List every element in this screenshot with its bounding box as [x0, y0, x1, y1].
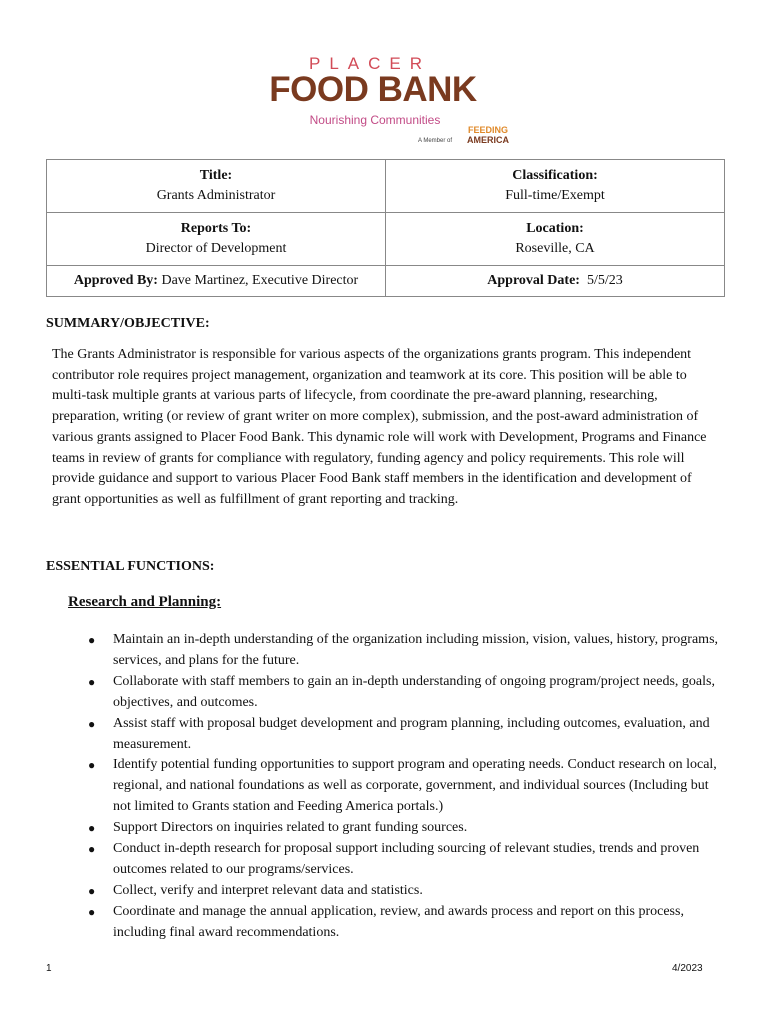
bullet-icon: ● — [88, 674, 96, 689]
list-item-text: Coordinate and manage the annual application, review, and awards process and report on this process, including final award recommendations. — [113, 903, 684, 940]
logo-member-of: A Member of — [418, 138, 453, 144]
list-item-text: Collaborate with staff members to gain an in-depth understanding of ongoing program/project needs, goals, objectives, and outcomes. — [113, 673, 715, 710]
bullet-icon: ● — [88, 716, 96, 731]
america-text: AMERICA — [467, 135, 509, 145]
title-value: Grants Administrator — [156, 188, 276, 203]
job-info-table — [46, 159, 725, 297]
bullet-icon: ● — [88, 904, 96, 919]
approval-date-value: 5/5/23 — [579, 273, 623, 288]
feeding-text: FEEDING — [467, 125, 508, 135]
logo-placer-text: PLACER — [308, 54, 432, 73]
summary-paragraph: The Grants Administrator is responsible for various aspects of the organizations grants program. This independent contributor role requires project management, organization and teamwork at its core. This position will be able to multi-task multiple grants at various parts of lifecycle, from coordinate the pre-award planning, researching, preparation, writing (or review of grant writer on more complex), submission, and the post-award administration of various grants assigned to Placer Food Bank. This dynamic role will work with Development, Programs and Finance teams in review of grants for compliance with regulatory, funding agency and policy requirements. This role will provide guidance and support to various Placer Food Bank staff members in the identification and development of grant opportunities as well as fulfillment of grant reporting and tracking. — [52, 347, 707, 507]
list-item — [80, 755, 720, 818]
location-value: Roseville, CA — [515, 241, 595, 256]
list-item-text: Support Directors on inquiries related to grant funding sources. — [113, 820, 468, 836]
approved-by-label: Approved By: — [73, 273, 158, 288]
classification-label: Classification: — [512, 168, 598, 183]
logo-foodbank-text: FOOD BANK — [269, 70, 477, 109]
list-item — [80, 630, 720, 672]
classification-cell — [386, 160, 725, 213]
reports-to-value: Director of Development — [145, 241, 287, 256]
research-planning-subheading: Research and Planning: — [68, 594, 222, 610]
bullet-icon: ● — [88, 821, 96, 836]
logo-tagline: Nourishing Communities — [309, 113, 441, 127]
list-item — [80, 881, 720, 902]
approval-date-cell — [386, 266, 725, 297]
list-item-text: Collect, verify and interpret relevant data and statistics. — [113, 882, 423, 898]
approved-by-value: Dave Martinez, Executive Director — [157, 273, 359, 288]
bullet-icon: ● — [88, 633, 96, 647]
summary-heading: SUMMARY/OBJECTIVE: — [46, 316, 210, 331]
title-label: Title: — [199, 168, 233, 183]
research-planning-list — [80, 630, 720, 944]
list-item-text: Assist staff with proposal budget development and program planning, including outcomes, evaluation, and measurement. — [113, 715, 710, 752]
approval-date-label: Approval Date: — [487, 273, 580, 288]
location-cell — [386, 213, 725, 266]
placer-food-bank-logo — [0, 48, 770, 148]
list-item-text: Identify potential funding opportunities to support program and operating needs. Conduct research on local, regional, and national foundations as well as corporate, government, and individual sources (Including but not limited to Grants station and Feeding America portals.) — [113, 757, 717, 815]
reports-to-label: Reports To: — [180, 221, 252, 236]
list-item — [80, 672, 720, 714]
bullet-icon: ● — [88, 842, 96, 857]
essential-functions-heading: ESSENTIAL FUNCTIONS: — [46, 559, 215, 574]
list-item-text: Maintain an in-depth understanding of the organization including mission, vision, values, history, programs, services, and plans for the future. — [113, 632, 719, 668]
list-item-text: Conduct in-depth research for proposal support including sourcing of relevant studies, trends and proven outcomes related to our programs/services. — [113, 841, 700, 877]
classification-value: Full-time/Exempt — [505, 188, 605, 203]
approved-by-cell — [47, 266, 386, 297]
list-item — [80, 714, 720, 756]
list-item — [80, 818, 720, 839]
bullet-icon: ● — [88, 883, 96, 898]
location-label: Location: — [526, 221, 584, 236]
title-cell — [47, 160, 386, 213]
bullet-icon: ● — [88, 758, 96, 773]
page-number: 1 — [46, 963, 52, 974]
footer-date: 4/2023 — [672, 963, 703, 974]
reports-to-cell — [47, 213, 386, 266]
list-item — [80, 902, 720, 944]
list-item — [80, 839, 720, 881]
feeding-america-logo — [460, 125, 516, 145]
